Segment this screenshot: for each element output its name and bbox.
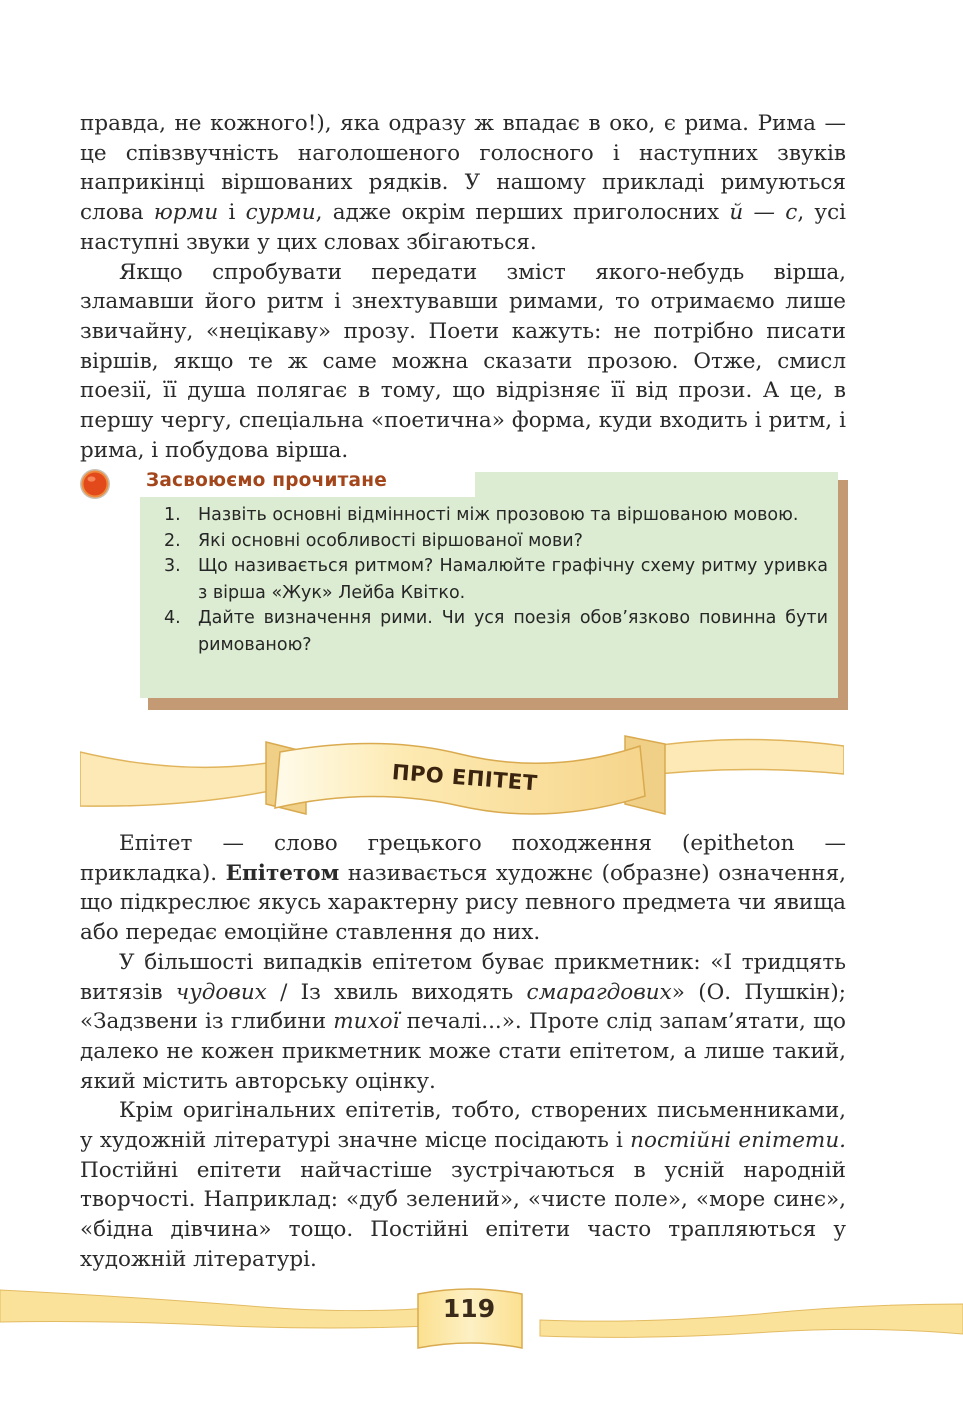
paragraph-prose: Якщо спробувати передати зміст якого-небудь вірша, зламавши його ритм і знехтувавши римами, то отримаємо лише звичайну, «нецікаву» прозу. Поети кажуть: не потрібно писати віршів, якщо те ж саме можна сказати прозою. Отже, смисл поезії, її душа полягає в тому, що відрізняє її від прози. А це, в першу чергу, спеціальна «поетична» форма, куди входить і ритм, і рима, і побудова вірша. [80,259,846,463]
bold-term: Епітетом [225,860,340,886]
italic-word: й — с [729,200,798,226]
top-text [80,109,846,465]
paragraph-rhyme: правда, не кожного!), яка одразу ж впадає в око, є рима. Рима — це співзвучність наголошеного голосного і наступних звуків наприкінці віршованих рядків. У нашому прикладі римуються слова юрми і сурми, адже окрім перших приголосних й — с, усі наступні звуки у цих словах збігаються. [80,111,846,255]
question-item: 3. Що називається ритмом? Намалюйте графічну схему ритму уривка з вірша «Жук» Лейба Квітко. [164,556,828,603]
review-box [140,472,843,704]
review-questions [164,502,828,658]
question-item: 1. Назвіть основні відмінності між прозовою та віршованою мовою. [164,505,799,525]
paragraph-examples: У більшості випадків епітетом буває прикметник: «І тридцять витязів чудових / Із хвиль виходять смарагдових» (О. Пушкін); «Задзвени із глибини тихої печалі...». Проте слід запам’ятати, що далеко не кожен прикметник може стати епітетом, а лише такий, який містить авторську оцінку. [80,949,846,1094]
orange-circle-icon [79,468,111,500]
review-panel [140,472,838,698]
section-banner [80,730,844,830]
paragraph-constant-epithets: Крім оригінальних епітетів, тобто, створених письменниками, у художній літературі значне місце посідають і постійні епітети. Постійні епітети найчастіше зустрічаються в усній народній творчості. Наприклад: «дуб зелений», «чисте поле», «море синє», «бідна дівчина» тощо. Постійні епітети часто трапляються у художній літературі. [80,1098,846,1272]
question-item: 2. Які основні особливості віршованої мови? [164,530,583,551]
italic-word: юрми [153,200,219,226]
review-title: Засвоюємо прочитане [146,470,387,491]
section-title: ПРО ЕПІТЕТ [391,760,539,796]
epithet-text [80,829,846,1275]
page-number: 119 [442,1294,496,1323]
italic-word: сурми [245,200,316,226]
paragraph-definition: Епітет — слово грецького походження (epitheton — прикладка). Епітетом називається художнє (образне) означення, що підкреслює якусь характерну рису певного предмета чи явища або передає емоційне ставлення до них. [80,831,847,946]
footer-ribbon-icon [0,1264,963,1384]
question-item: 4. Дайте визначення рими. Чи уся поезія обов’язково повинна бути римованою? [164,608,828,655]
